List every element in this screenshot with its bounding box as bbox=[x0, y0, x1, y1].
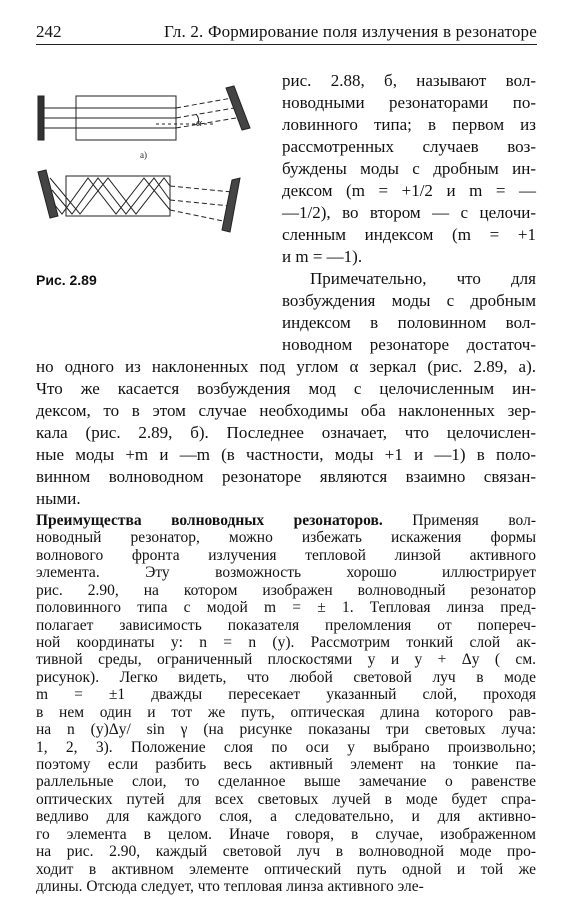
text-line: новодными резонаторами по- bbox=[282, 93, 536, 112]
page-number: 242 bbox=[36, 22, 62, 41]
tilted-mirror-b-right bbox=[222, 178, 240, 232]
text-line: волнового фронта излучения тепловой линзой активного bbox=[36, 546, 536, 564]
text-line: Примечательно, что для bbox=[310, 269, 536, 288]
diagram-b bbox=[38, 170, 240, 232]
text-line: рис. 2.88, б, называют вол- bbox=[282, 71, 536, 90]
text-line: 1, 2, 3). Положение слоя по оси y выбрано произвольно; bbox=[36, 738, 536, 756]
text-line: дексом, то в этом случае необходимы оба наклоненных зер- bbox=[36, 401, 536, 420]
waveguide-b bbox=[66, 176, 170, 216]
text-line: полагает зависимость показателя преломления от попереч- bbox=[36, 616, 536, 634]
text-line: винном волноводном резонаторе являются взаимно связан- bbox=[36, 467, 536, 486]
text-line: и m = —1). bbox=[282, 247, 363, 266]
text-line: дексом (m = +1/2 и m = — bbox=[282, 181, 536, 200]
figure-2-89 bbox=[36, 82, 256, 252]
text-line: сленным индексом (m = +1 bbox=[282, 225, 536, 244]
text-line: в нем один и тот же путь, оптическая длина которого рав- bbox=[36, 703, 536, 721]
page-header bbox=[36, 20, 537, 45]
text-line: рисунок). Легко видеть, что любой световой луч в моде bbox=[36, 668, 536, 686]
text-line: ловинного типа; в первом из bbox=[282, 115, 536, 134]
text-line: новодном резонаторе достаточ- bbox=[282, 335, 536, 354]
text-line: тивной среды, ограниченный плоскостями y и y + Δy ( см. bbox=[36, 651, 536, 669]
text-line: Что же касается возбуждения мод с целочисленным ин- bbox=[36, 379, 536, 398]
text-line: индексом в половинном вол- bbox=[282, 313, 536, 332]
text-line: го элемента в целом. Иначе говоря, в случае, изображенном bbox=[36, 825, 536, 843]
diagram-a bbox=[38, 86, 250, 140]
section-heading: Преимущества волноводных резонаторов. bbox=[36, 512, 383, 529]
text-line: поэтому если разбить весь активный элемент на тонкие па- bbox=[36, 756, 536, 773]
sub-label-a: a) bbox=[140, 150, 147, 160]
tilted-mirror-a bbox=[226, 86, 250, 130]
text-line: —1/2), во втором — с целочи- bbox=[282, 203, 536, 222]
text-line: ходит в активном элементе оптический путь одной и той же bbox=[36, 860, 536, 878]
text-line: на рис. 2.90, каждый световой луч в волноводной моде про- bbox=[36, 843, 536, 861]
text-line: новодный резонатор, можно избежать искажения формы bbox=[36, 529, 536, 547]
text-line: ведливо для каждого слоя, а следовательно, и для активно- bbox=[36, 808, 536, 826]
running-title: Гл. 2. Формирование поля излучения в резонаторе bbox=[164, 22, 537, 41]
text-line: половинного типа с модой m = ± 1. Тепловая линза пред- bbox=[36, 599, 536, 617]
text-line: ной координаты y: n = n (y). Рассмотрим тонкий слой ак- bbox=[36, 634, 536, 651]
text-line: буждены моды с дробным ин- bbox=[282, 159, 536, 178]
text-line: рассмотренных случаев воз- bbox=[282, 137, 536, 156]
text-line: ными. bbox=[36, 489, 81, 508]
text-line: длины. Отсюда следует, что тепловая линза активного эле- bbox=[36, 878, 424, 895]
text-line: оптических путей для всех световых лучей в моде будет спра- bbox=[36, 790, 536, 808]
text-line: элемента. Эту возможность хорошо иллюстрирует bbox=[36, 564, 536, 582]
section-heading-line: Преимущества волноводных резонаторов. Применяя вол- bbox=[36, 512, 536, 529]
figure-caption: Рис. 2.89 bbox=[36, 272, 97, 288]
angle-label: α bbox=[196, 117, 202, 129]
text-line: m = ±1 дважды пересекает указанный слой, проходя bbox=[36, 686, 536, 704]
flat-mirror-a bbox=[38, 96, 44, 140]
text-line: раллельные слои, то сделанное выше замечание о равенстве bbox=[36, 773, 536, 791]
text-line: рис. 2.90, на котором изображен волноводный резонатор bbox=[36, 581, 536, 599]
text-line: но одного из наклоненных под углом α зеркал (рис. 2.89, а). bbox=[36, 357, 536, 376]
text-line: кала (рис. 2.89, б). Последнее означает, что целочислен- bbox=[36, 423, 536, 442]
text-line: возбуждения моды с дробным bbox=[282, 291, 536, 310]
text-line: на n (y)Δy/ sin γ (на рисунке показаны три световых луча: bbox=[36, 721, 536, 739]
text-line: ные моды +m и —m (в частности, моды +1 и —1) в поло- bbox=[36, 445, 536, 464]
